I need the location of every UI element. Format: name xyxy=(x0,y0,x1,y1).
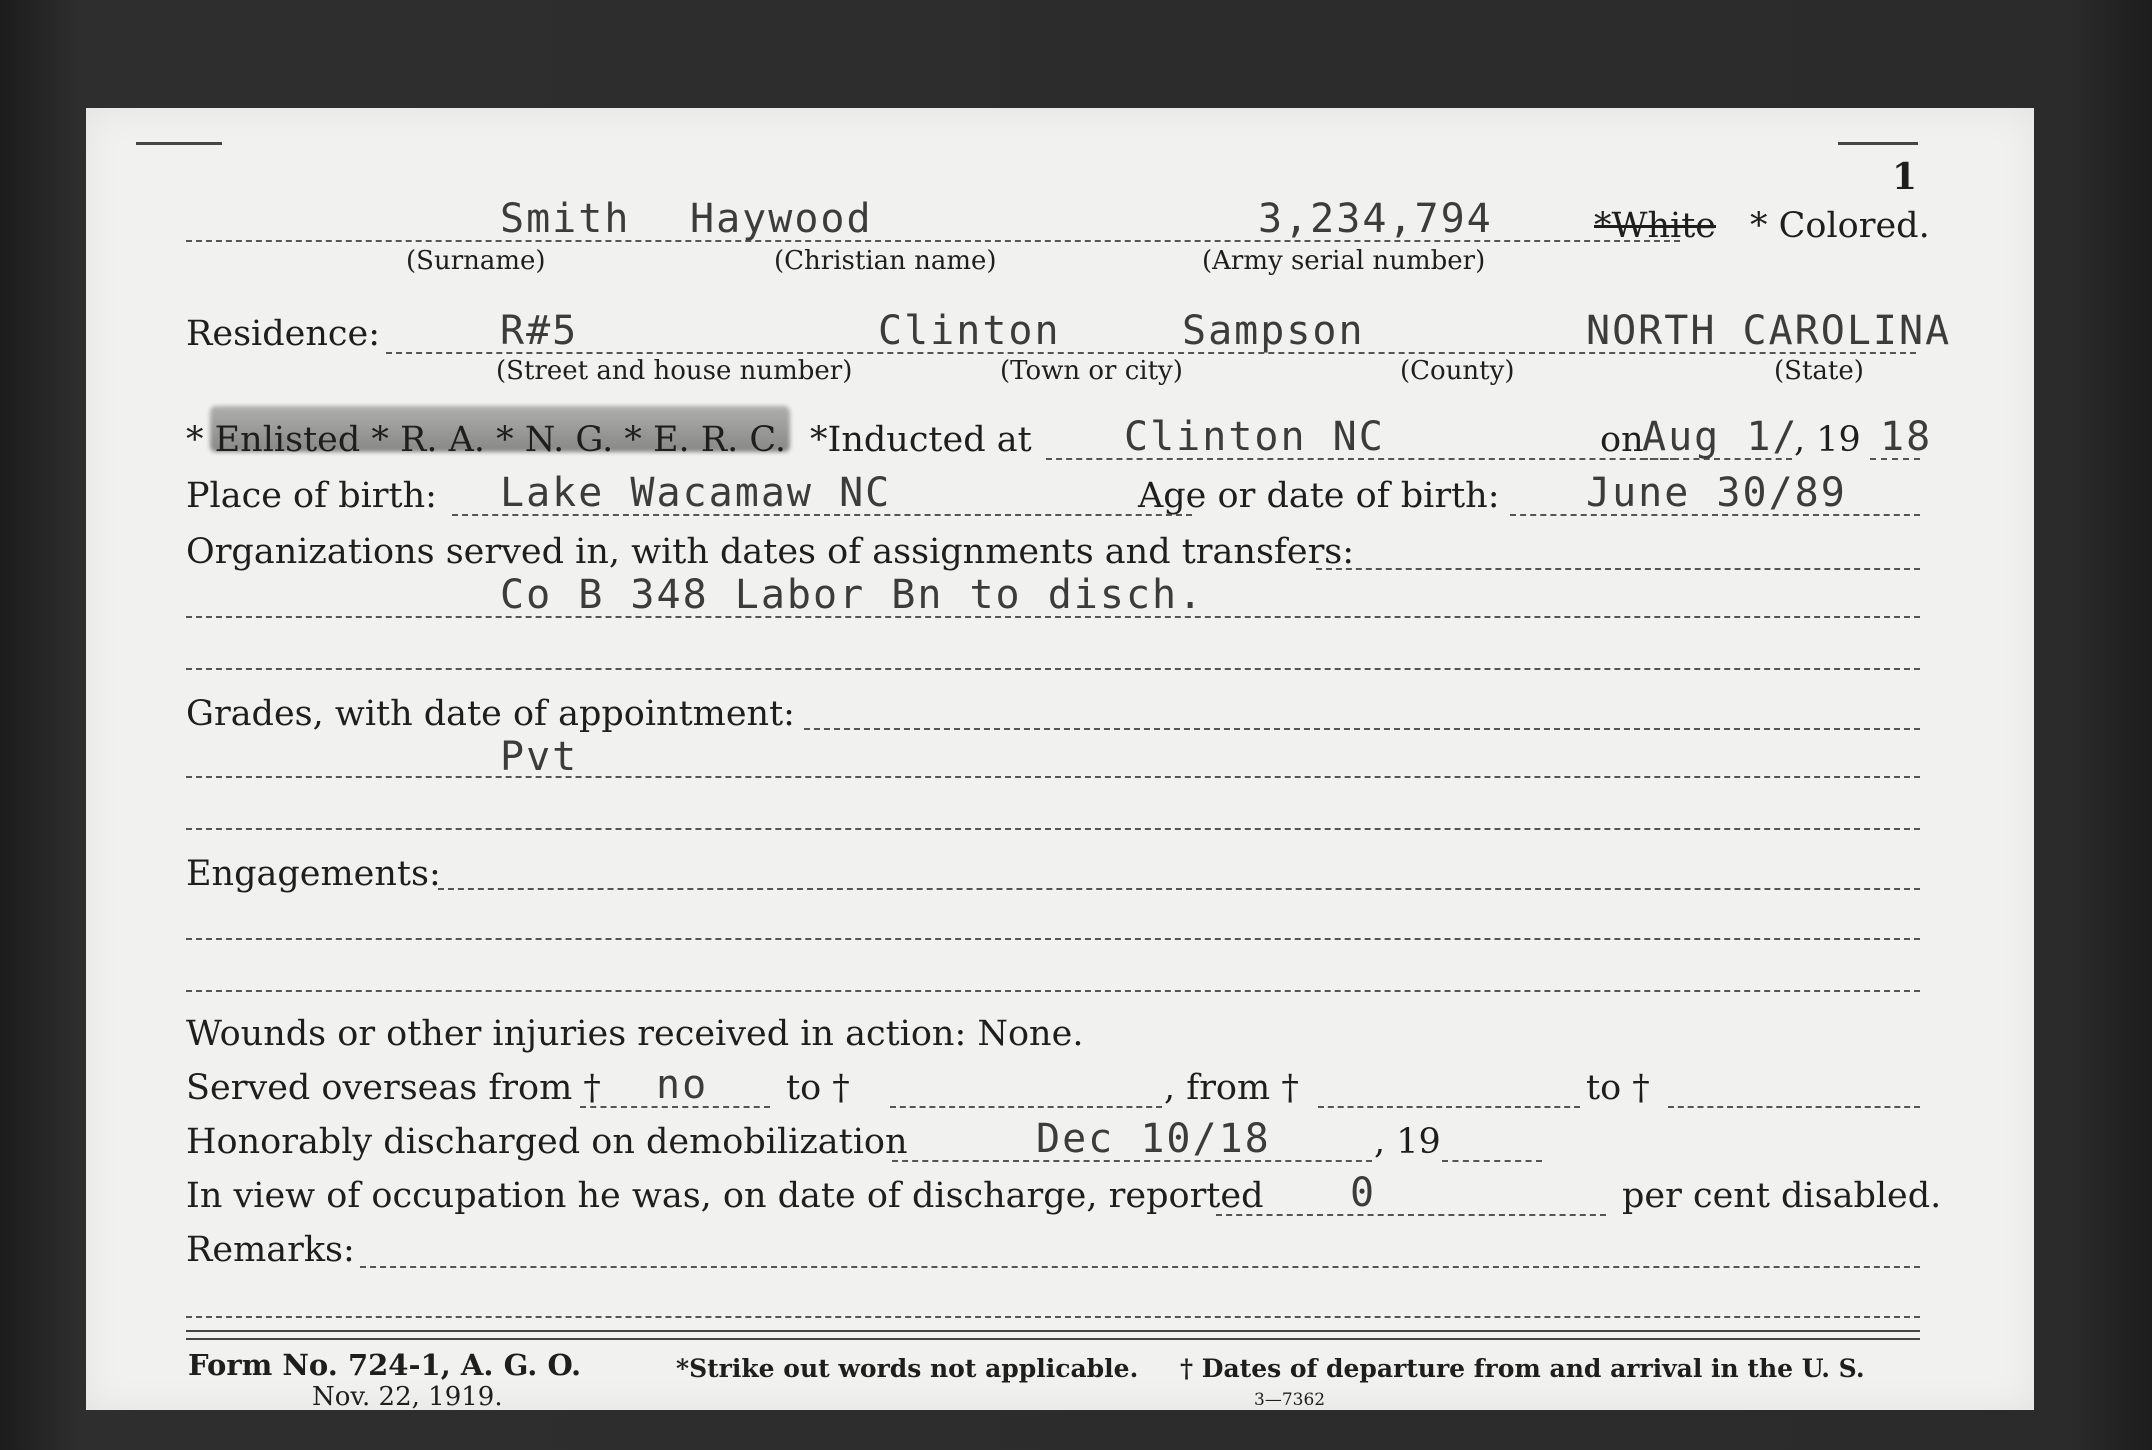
caption-street: (Street and house number) xyxy=(496,356,853,386)
engagements-label: Engagements: xyxy=(186,854,441,894)
card-number: 1 xyxy=(1892,156,1918,198)
overseas-to2-label: to † xyxy=(1586,1068,1650,1108)
wounds-label: Wounds or other injuries received in action: None. xyxy=(186,1014,1084,1054)
disability-suffix: per cent disabled. xyxy=(1622,1176,1942,1216)
service-record-card xyxy=(86,108,2034,1410)
overseas-from2-label: , from † xyxy=(1164,1068,1299,1108)
disability-label: In view of occupation he was, on date of discharge, reported xyxy=(186,1176,1264,1216)
footer-rule-2 xyxy=(186,1338,1920,1340)
caption-christian-name: (Christian name) xyxy=(774,246,997,276)
engagements-line-3 xyxy=(186,990,1920,992)
induction-date-value: Aug 1/ xyxy=(1642,414,1799,460)
grades-value: Pvt xyxy=(500,734,579,780)
discharge-year-prefix: , 19 xyxy=(1374,1122,1441,1162)
organizations-line-1 xyxy=(1316,568,1920,570)
discharge-date-value: Dec 10/18 xyxy=(1036,1116,1271,1162)
overseas-to2-line xyxy=(1668,1106,1920,1108)
race-colored: * Colored. xyxy=(1750,206,1930,246)
footer-rule-1 xyxy=(186,1330,1920,1332)
remarks-line-1 xyxy=(360,1266,1920,1268)
caption-town: (Town or city) xyxy=(1000,356,1183,386)
engagements-line-2 xyxy=(186,938,1920,940)
caption-serial-number: (Army serial number) xyxy=(1202,246,1486,276)
state-value: NORTH CAROLINA xyxy=(1586,308,1952,354)
top-left-rule xyxy=(136,142,222,145)
induction-year-prefix: , 19 xyxy=(1794,420,1861,460)
grades-line-2 xyxy=(186,776,1920,778)
serial-number-value: 3,234,794 xyxy=(1258,196,1493,242)
footnote-strike-out: *Strike out words not applicable. xyxy=(676,1354,1139,1383)
place-of-birth-value: Lake Wacamaw NC xyxy=(500,470,892,516)
overseas-from2-line xyxy=(1318,1106,1580,1108)
caption-state: (State) xyxy=(1774,356,1864,386)
overseas-from-value: no xyxy=(656,1062,709,1108)
place-of-birth-label: Place of birth: xyxy=(186,476,437,516)
overseas-from-label: Served overseas from † xyxy=(186,1068,601,1108)
grades-line-1 xyxy=(804,728,1920,730)
induction-year-value: 18 xyxy=(1880,414,1933,460)
remarks-label: Remarks: xyxy=(186,1230,355,1270)
discharge-year-line xyxy=(1442,1160,1542,1162)
organizations-value: Co B 348 Labor Bn to disch. xyxy=(500,572,1205,618)
overseas-to-label: to † xyxy=(786,1068,850,1108)
top-right-rule xyxy=(1838,142,1918,145)
birth-date-value: June 30/89 xyxy=(1586,470,1847,516)
form-number: Form No. 724-1, A. G. O. xyxy=(188,1348,582,1382)
grades-line-3 xyxy=(186,828,1920,830)
street-value: R#5 xyxy=(500,308,579,354)
grades-label: Grades, with date of appointment: xyxy=(186,694,795,734)
organizations-line-3 xyxy=(186,668,1920,670)
form-date: Nov. 22, 1919. xyxy=(312,1382,503,1412)
overseas-to-line xyxy=(890,1106,1162,1108)
discharge-label: Honorably discharged on demobilization xyxy=(186,1122,908,1162)
inducted-at-label: *Inducted at xyxy=(810,420,1032,460)
engagements-line-1 xyxy=(438,888,1920,890)
race-white-struck: *White xyxy=(1594,206,1716,246)
inducted-at-value: Clinton NC xyxy=(1124,414,1385,460)
print-code: 3—7362 xyxy=(1254,1390,1326,1410)
caption-surname: (Surname) xyxy=(406,246,546,276)
remarks-line-2 xyxy=(186,1316,1920,1318)
enlisted-options-struck: * Enlisted * R. A. * N. G. * E. R. C. xyxy=(186,420,787,460)
organizations-label: Organizations served in, with dates of assignments and transfers: xyxy=(186,532,1355,572)
footnote-dates: † Dates of departure from and arrival in the U. S. xyxy=(1180,1354,1865,1383)
county-value: Sampson xyxy=(1182,308,1365,354)
disability-line xyxy=(1216,1214,1606,1216)
christian-name-value: Haywood xyxy=(690,196,873,242)
surname-value: Smith xyxy=(500,196,631,242)
disability-value: 0 xyxy=(1350,1170,1377,1216)
on-label: on xyxy=(1600,420,1644,460)
caption-county: (County) xyxy=(1400,356,1515,386)
age-label: Age or date of birth: xyxy=(1138,476,1500,516)
town-value: Clinton xyxy=(878,308,1061,354)
residence-label: Residence: xyxy=(186,314,380,354)
